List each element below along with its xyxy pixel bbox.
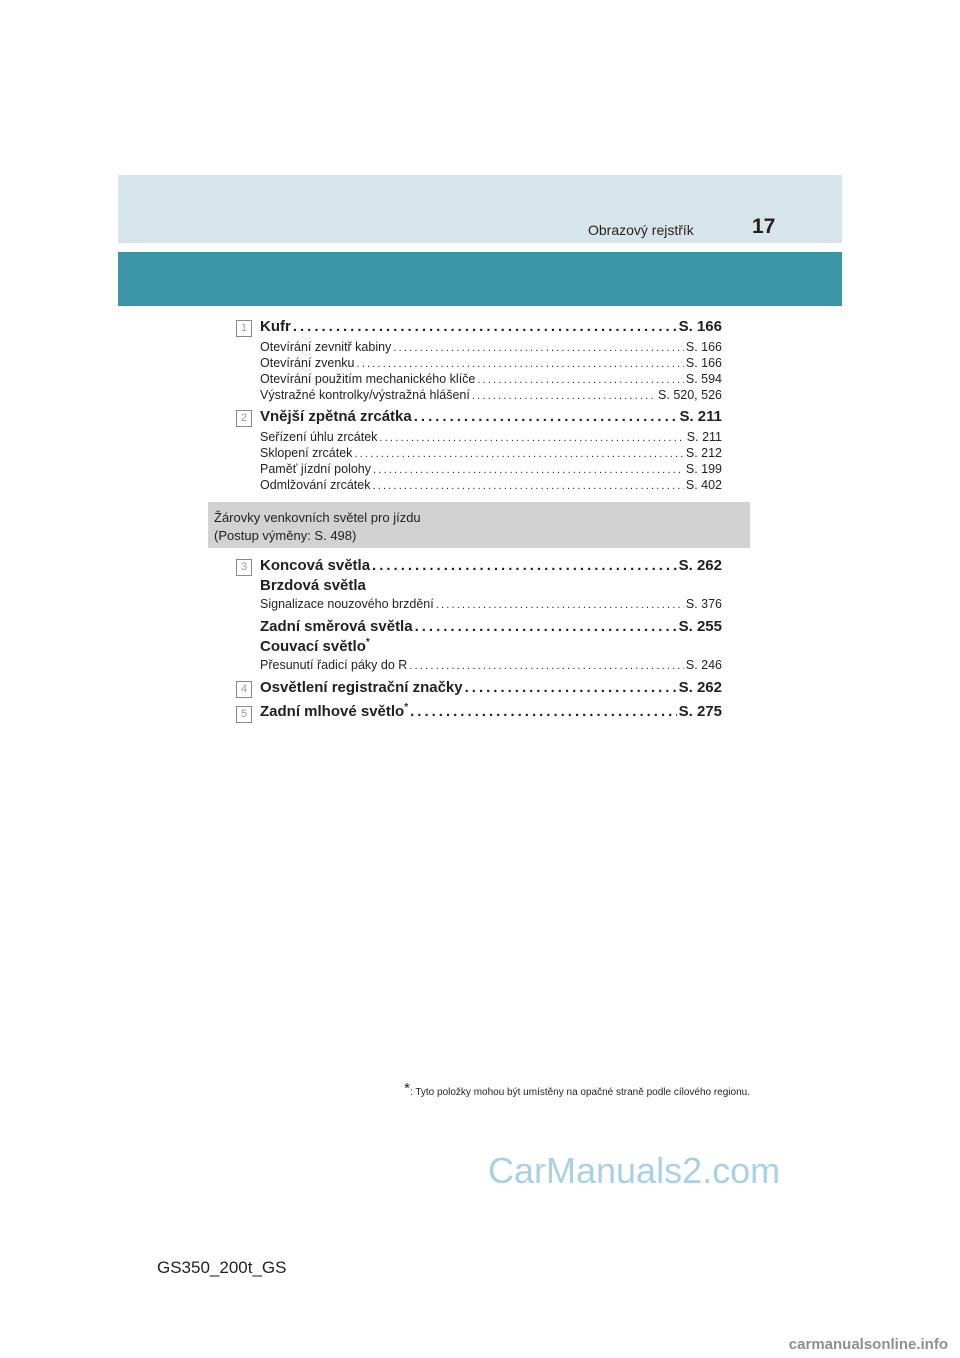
entry-page-link[interactable]: S. 262 — [678, 679, 722, 696]
entry-page-link[interactable]: S. 255 — [678, 618, 722, 635]
sub-entry[interactable] — [260, 658, 722, 672]
leader-dots — [372, 557, 677, 574]
leader-dots — [357, 358, 684, 370]
leader-dots — [354, 448, 683, 460]
entry-label: Osvětlení registrační značky — [260, 679, 463, 696]
index-entry-turn-signals[interactable] — [260, 618, 722, 635]
sub-entry[interactable] — [260, 430, 722, 444]
section-number-1: 1 — [236, 320, 252, 337]
sub-entry-label: Seřízení úhlu zrcátek — [260, 430, 378, 444]
entry-label: Vnější zpětná zrcátka — [260, 408, 412, 425]
leader-dots — [414, 408, 678, 425]
entry-label-text: Zadní mlhové světlo — [260, 703, 405, 720]
sub-entry[interactable] — [260, 372, 722, 386]
leader-dots — [410, 703, 677, 720]
leader-dots — [409, 660, 684, 672]
leader-dots — [415, 618, 677, 635]
footnote — [404, 1080, 750, 1098]
sub-entry-page-link[interactable]: S. 520, 526 — [658, 388, 722, 402]
sub-entry-page-link[interactable]: S. 246 — [685, 658, 722, 672]
index-entry-brake-lights: Brzdová světla — [260, 577, 366, 594]
sub-entry[interactable] — [260, 388, 722, 402]
sub-entry[interactable] — [260, 462, 722, 476]
sub-entry-label: Signalizace nouzového brzdění — [260, 597, 434, 611]
sub-entry-page-link[interactable]: S. 212 — [685, 446, 722, 460]
index-entry-tail-lights[interactable] — [260, 557, 722, 574]
section-number-4: 4 — [236, 681, 252, 698]
site-watermark: carmanualsonline.info — [788, 1336, 948, 1353]
index-entry-license-light[interactable] — [260, 679, 722, 696]
entry-label: Kufr — [260, 318, 291, 335]
entry-page-link[interactable]: S. 262 — [678, 557, 722, 574]
section-number-2: 2 — [236, 410, 252, 427]
index-entry-kufr[interactable] — [260, 318, 722, 335]
sub-entry-page-link[interactable]: S. 402 — [685, 478, 722, 492]
section-number-3: 3 — [236, 559, 252, 576]
leader-dots — [472, 390, 656, 402]
section-number-5: 5 — [236, 706, 252, 723]
entry-label: Koncová světla — [260, 557, 371, 574]
asterisk-mark: * — [365, 637, 370, 648]
index-entry-mirrors[interactable] — [260, 408, 722, 425]
index-entry-reverse-light — [260, 638, 370, 655]
sub-entry-page-link[interactable]: S. 166 — [685, 340, 722, 354]
sub-entry-page-link[interactable]: S. 199 — [685, 462, 722, 476]
sub-entry[interactable] — [260, 356, 722, 370]
sub-entry-label: Otevírání zvenku — [260, 356, 355, 370]
sub-entry-label: Otevírání použitím mechanického klíče — [260, 372, 476, 386]
index-entry-fog-light[interactable] — [260, 703, 722, 720]
sub-entry-label: Výstražné kontrolky/výstražná hlášení — [260, 388, 470, 402]
sub-entry-page-link[interactable]: S. 376 — [685, 597, 722, 611]
footnote-text: : Tyto položky mohou být umístěny na opačné straně podle cílového regionu. — [409, 1087, 750, 1098]
sub-entry[interactable] — [260, 478, 722, 492]
watermark-logo: CarManuals2.com — [488, 1150, 781, 1191]
sub-entry[interactable] — [260, 340, 722, 354]
sub-entry-label: Otevírání zevnitř kabiny — [260, 340, 392, 354]
sub-entry-label: Sklopení zrcátek — [260, 446, 353, 460]
entry-label: Zadní směrová světla — [260, 618, 413, 635]
asterisk-mark: * — [404, 1080, 410, 1097]
entry-label: Couvací světlo — [260, 638, 366, 655]
header-band — [118, 175, 842, 243]
header-title: Obrazový rejstřík — [588, 222, 694, 238]
sub-entry-label: Přesunutí řadicí páky do R — [260, 658, 408, 672]
sub-entry[interactable] — [260, 597, 722, 611]
sub-entry-page-link[interactable]: S. 166 — [685, 356, 722, 370]
bulb-info-title: Žárovky venkovních světel pro jízdu — [214, 510, 421, 525]
sub-entry-label: Paměť jízdní polohy — [260, 462, 371, 476]
sub-entry-label: Odmlžování zrcátek — [260, 478, 371, 492]
sub-entry-page-link[interactable]: S. 211 — [686, 430, 722, 444]
leader-dots — [379, 432, 684, 444]
bulb-info-box — [208, 502, 750, 548]
entry-page-link[interactable]: S. 211 — [679, 408, 722, 425]
sub-entry-page-link[interactable]: S. 594 — [685, 372, 722, 386]
leader-dots — [293, 318, 677, 335]
header-accent-band — [118, 252, 842, 306]
asterisk-mark: * — [404, 703, 409, 713]
bulb-info-reference[interactable]: (Postup výměny: S. 498) — [214, 528, 357, 543]
entry-page-link[interactable]: S. 166 — [678, 318, 722, 335]
leader-dots — [393, 342, 684, 354]
leader-dots — [372, 480, 683, 492]
leader-dots — [436, 599, 684, 611]
entry-label — [260, 703, 408, 720]
page-number: 17 — [752, 215, 776, 238]
leader-dots — [465, 679, 677, 696]
leader-dots — [477, 374, 683, 386]
sub-entry[interactable] — [260, 446, 722, 460]
document-id: GS350_200t_GS — [157, 1258, 287, 1277]
leader-dots — [373, 464, 684, 476]
entry-page-link[interactable]: S. 275 — [678, 703, 722, 720]
